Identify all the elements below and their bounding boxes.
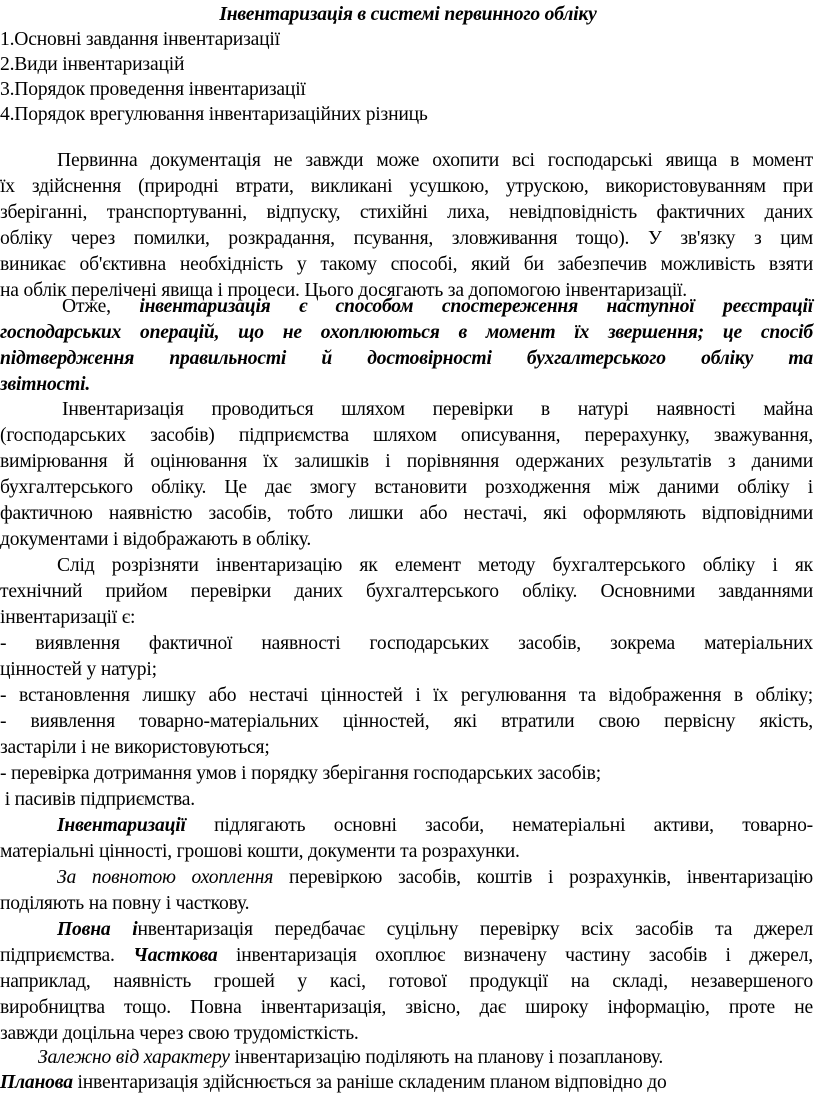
paragraph-text: підприємства. (0, 945, 134, 966)
paragraph-line: завжди доцільна через свою трудомісткість. (0, 1023, 359, 1044)
paragraph-line: Інвентаризація проводиться шляхом перевірки в натурі наявності майна (62, 399, 813, 420)
paragraph-text: інвентаризація охоплює визначену частину засобів і джерел, (217, 945, 813, 966)
emphasis-text: Планова (0, 1072, 73, 1093)
paragraph-line: технічний прийом перевірки даних бухгалтерського обліку. Основними завданнями (0, 581, 813, 602)
paragraph-line (57, 917, 813, 943)
paragraph-line: обліку через помилки, розкрадання, псування, зловживання тощо). У зв'язку з цим (0, 228, 813, 249)
paragraph-text: інвентаризацію поділяють на планову і позапланову. (229, 1047, 664, 1068)
paragraph-line: фактичною наявністю засобів, тобто лишки або нестачі, які оформляють відповідними (0, 503, 813, 524)
list-item: - перевірка дотримання умов і порядку зберігання господарських засобів; (0, 763, 601, 784)
paragraph-line: (господарських засобів) підприємства шляхом описування, перерахунку, зважування, (0, 425, 813, 446)
list-item-continuation: застаріли і не використовуються; (0, 737, 270, 758)
list-item-continuation: і пасивів підприємства. (0, 789, 195, 810)
emphasis-text: інвентаризація є способом спостереження наступної реєстрації (139, 296, 813, 317)
emphasis-text: Часткова (133, 945, 218, 966)
paragraph-text: нвентаризація передбачає суцільну перевірку всіх засобів та джерел (137, 919, 813, 940)
paragraph-text: інвентаризація здійснюється за раніше складеним планом відповідно до (72, 1072, 667, 1093)
toc-item: 4.Порядок врегулювання інвентаризаційних різниць (0, 104, 428, 125)
paragraph-text: Отже, (62, 296, 140, 317)
toc-item: 2.Види інвентаризацій (0, 54, 185, 75)
paragraph-line: виникає об'єктивна необхідність у такому способі, який би забезпечив можливість взяти (0, 254, 813, 275)
toc-item: 3.Порядок проведення інвентаризації (0, 79, 306, 100)
paragraph-line: на облік перелічені явища і процеси. Цього досягають за допомогою інвентаризації. (0, 280, 688, 301)
toc-item: 1.Основні завдання інвентаризації (0, 29, 280, 50)
paragraph-text: перевіркою засобів, коштів і розрахунків, інвентаризацію (273, 867, 813, 888)
emphasis-line: господарських операцій, що не охоплюються в момент їх звершення; це спосіб (0, 322, 813, 343)
emphasis-text: Інвентаризації (57, 815, 186, 836)
paragraph-line (57, 865, 813, 891)
paragraph-line: їх здійснення (природні втрати, викликані усушкою, утрускою, використовуванням при (0, 176, 813, 197)
paragraph-line: зберіганні, транспортуванні, відпуску, стихійні лиха, невідповідність фактичних даних (0, 202, 813, 223)
paragraph-line: інвентаризації є: (0, 607, 136, 628)
paragraph-line: Первинна документація не завжди може охопити всі господарські явища в момент (57, 150, 813, 171)
list-item: - виявлення товарно-матеріальних цінностей, які втратили свою первісну якість, (0, 711, 813, 732)
paragraph-line (62, 294, 813, 320)
paragraph-line: документами і відображають в обліку. (0, 529, 312, 550)
paragraph-line: бухгалтерського обліку. Це дає змогу встановити розходження між даними обліку і (0, 477, 813, 498)
paragraph-line: виробництва тощо. Повна інвентаризація, звісно, дає широку інформацію, проте не (0, 997, 813, 1018)
paragraph-text: підлягають основні засоби, нематеріальні активи, товарно- (185, 815, 813, 836)
paragraph-line (0, 1070, 816, 1096)
list-item-continuation: цінностей у натурі; (0, 659, 157, 680)
italic-text: Залежно від характеру (38, 1047, 230, 1068)
emphasis-line: підтвердження правильності й достовірності бухгалтерського обліку та (0, 348, 813, 369)
paragraph-line: поділяють на повну і часткову. (0, 893, 250, 914)
paragraph-line (0, 943, 813, 969)
paragraph-line: вимірювання й оцінювання їх залишків і порівняння одержаних результатів з даними (0, 451, 813, 472)
emphasis-text: Повна і (57, 919, 138, 940)
emphasis-line: звітності. (0, 374, 91, 395)
paragraph-line: Слід розрізняти інвентаризацію як елемент методу бухгалтерського обліку і як (57, 555, 813, 576)
paragraph-line: матеріальні цінності, грошові кошти, документи та розрахунки. (0, 841, 520, 862)
list-item: - встановлення лишку або нестачі цінностей і їх регулювання та відображення в обліку; (0, 685, 813, 706)
list-item: - виявлення фактичної наявності господарських засобів, зокрема матеріальних (0, 633, 813, 654)
paragraph-line (57, 813, 813, 839)
italic-text: За повнотою охоплення (57, 867, 274, 888)
paragraph-line: наприклад, наявність грошей у касі, готової продукції на складі, незавершеного (0, 971, 813, 992)
paragraph-line (38, 1045, 816, 1071)
document-title: Інвентаризація в системі первинного обліку (219, 4, 597, 25)
